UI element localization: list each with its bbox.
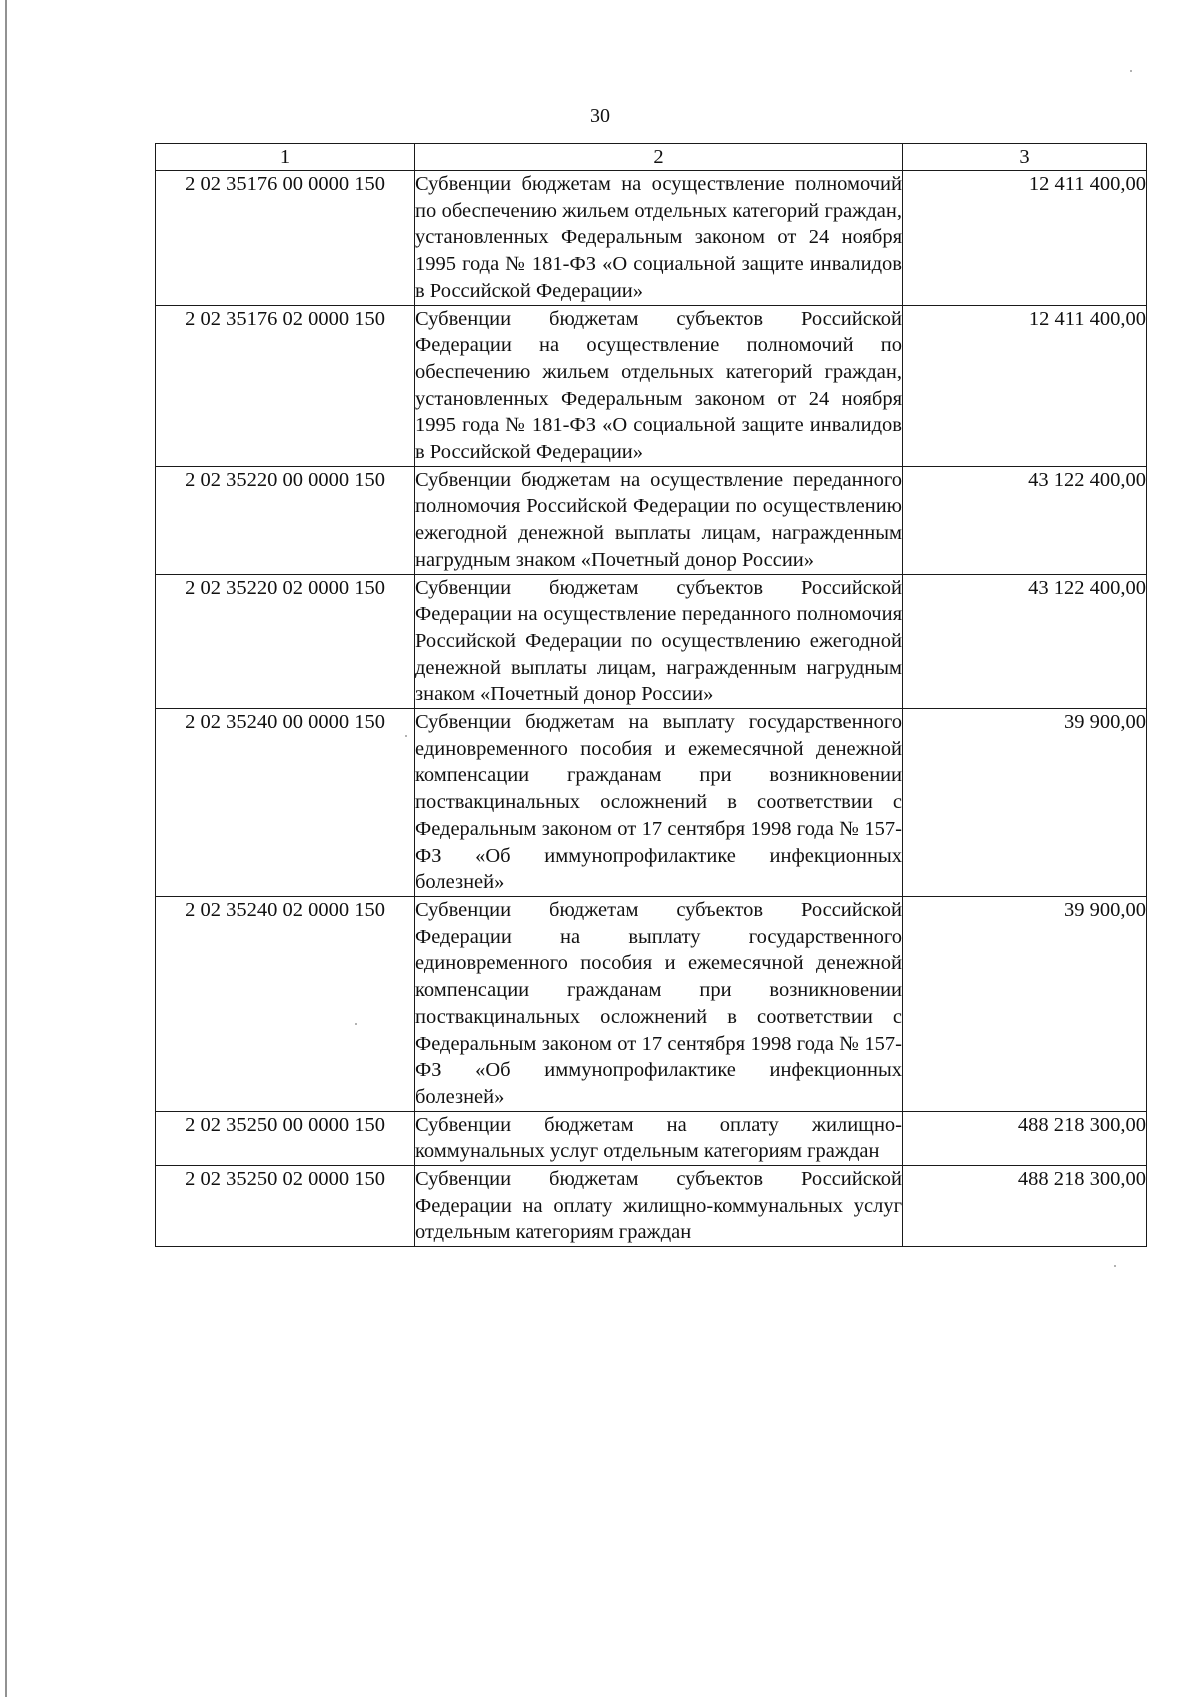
budget-code: 2 02 35250 00 0000 150 [156, 1111, 415, 1165]
table-row [156, 171, 1147, 306]
budget-description: Субвенции бюджетам на осуществление переданного полномочия Российской Федерации по осуществлению ежегодной денежной выплаты лицам, награжденным нагрудным знаком «Почетный донор России» [415, 466, 903, 574]
budget-code: 2 02 35240 02 0000 150 [156, 896, 415, 1111]
budget-amount: 39 900,00 [903, 709, 1147, 897]
budget-amount: 12 411 400,00 [903, 171, 1147, 306]
table-row [156, 896, 1147, 1111]
budget-code: 2 02 35220 02 0000 150 [156, 574, 415, 709]
budget-description: Субвенции бюджетам субъектов Российской Федерации на осуществление переданного полномочия Российской Федерации по осуществлению ежегодной денежной выплаты лицам, награжденным нагрудным знаком «Почетный донор России» [415, 574, 903, 709]
budget-description: Субвенции бюджетам на выплату государственного единовременного пособия и ежемесячной денежной компенсации гражданам при возникновении поствакцинальных осложнений в соответствии с Федеральным законом от 17 сентября 1998 года № 157-ФЗ «Об иммунопрофилактике инфекционных болезней» [415, 709, 903, 897]
table-row [156, 466, 1147, 574]
budget-code: 2 02 35250 02 0000 150 [156, 1166, 415, 1247]
table-row [156, 574, 1147, 709]
scan-left-edge [5, 0, 7, 1697]
budget-code: 2 02 35240 00 0000 150 [156, 709, 415, 897]
scan-speck [1130, 70, 1132, 72]
budget-description: Субвенции бюджетам на оплату жилищно-коммунальных услуг отдельным категориям граждан [415, 1111, 903, 1165]
budget-amount: 12 411 400,00 [903, 305, 1147, 466]
scan-speck [1114, 1265, 1116, 1267]
budget-description: Субвенции бюджетам субъектов Российской Федерации на осуществление полномочий по обеспечению жильем отдельных категорий граждан, установленных Федеральным законом от 24 ноября 1995 года № 181-ФЗ «О социальной защите инвалидов в Российской Федерации» [415, 305, 903, 466]
budget-code: 2 02 35220 00 0000 150 [156, 466, 415, 574]
budget-amount: 39 900,00 [903, 896, 1147, 1111]
column-header-amount: 3 [903, 144, 1147, 171]
budget-code: 2 02 35176 00 0000 150 [156, 171, 415, 306]
budget-code: 2 02 35176 02 0000 150 [156, 305, 415, 466]
budget-table [155, 143, 1147, 1247]
budget-description: Субвенции бюджетам на осуществление полномочий по обеспечению жильем отдельных категорий граждан, установленных Федеральным законом от 24 ноября 1995 года № 181-ФЗ «О социальной защите инвалидов в Российской Федерации» [415, 171, 903, 306]
column-header-code: 1 [156, 144, 415, 171]
budget-description: Субвенции бюджетам субъектов Российской Федерации на выплату государственного единовременного пособия и ежемесячной денежной компенсации гражданам при возникновении поствакцинальных осложнений в соответствии с Федеральным законом от 17 сентября 1998 года № 157-ФЗ «Об иммунопрофилактике инфекционных болезней» [415, 896, 903, 1111]
budget-amount: 43 122 400,00 [903, 466, 1147, 574]
table-row [156, 305, 1147, 466]
budget-amount: 43 122 400,00 [903, 574, 1147, 709]
budget-amount: 488 218 300,00 [903, 1166, 1147, 1247]
table-row [156, 1166, 1147, 1247]
column-header-description: 2 [415, 144, 903, 171]
budget-amount: 488 218 300,00 [903, 1111, 1147, 1165]
table-row [156, 709, 1147, 897]
table-row [156, 1111, 1147, 1165]
page-number: 30 [590, 105, 610, 127]
table-header-row [156, 144, 1147, 171]
budget-description: Субвенции бюджетам субъектов Российской Федерации на оплату жилищно-коммунальных услуг отдельным категориям граждан [415, 1166, 903, 1247]
